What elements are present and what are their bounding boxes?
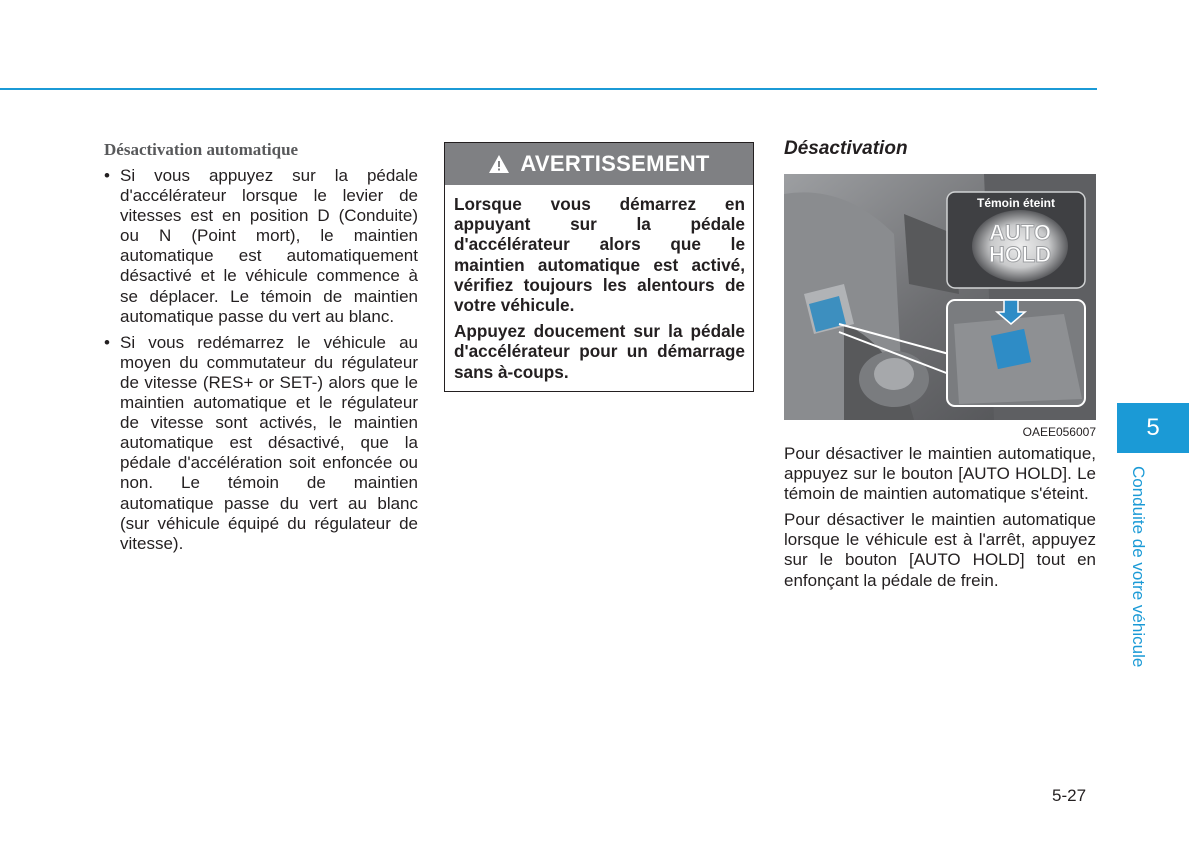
warning-body	[445, 185, 753, 382]
body-paragraph: Pour désactiver le maintien automatique lorsque le véhicule est à l'arrêt, appuyez sur le bouton [AUTO HOLD] tout en enfonçant la pédale de frein.	[784, 510, 1096, 590]
body-paragraph: Pour désactiver le maintien automatique, appuyez sur le bouton [AUTO HOLD]. Le témoin de maintien automatique s'éteint.	[784, 444, 1096, 504]
deactivation-heading: Désactivation	[784, 138, 908, 159]
console-illustration	[784, 174, 1096, 420]
bullet-text: Si vous redémarrez le véhicule au moyen du commutateur du régulateur de vitesse (RES+ or SET-) alors que le maintien automatique et le régulateur de vitesse sont activés, le maintien automatique est désactivé, que la pédale d'accélération soit enfoncée ou non. Le témoin de maintien automatique passe du vert au blanc (sur véhicule équipé du régulateur de vitesse).	[120, 332, 418, 553]
bullet-icon: •	[104, 332, 110, 352]
center-console-image	[784, 174, 1096, 420]
chapter-tab: 5	[1117, 403, 1189, 453]
auto-hold-indicator-text	[970, 222, 1070, 266]
warning-paragraph: Lorsque vous démarrez en appuyant sur la pédale d'accélérateur alors que le maintien automatique est activé, vérifiez toujours les alentours de votre véhicule.	[454, 194, 745, 316]
bullet-text: Si vous appuyez sur la pédale d'accélérateur lorsque le levier de vitesses est en position D (Conduite) ou N (Point mort), le maintien automatique est automatiquement désactivé et le véhicule commence à se déplacer. Le témoin de maintien automatique passe du vert au blanc.	[120, 166, 418, 326]
header-rule	[0, 88, 1097, 90]
indicator-text-line: AUTO	[989, 220, 1051, 245]
warning-triangle-icon	[488, 154, 510, 174]
bullet-icon: •	[104, 166, 110, 185]
list-item	[104, 166, 418, 327]
warning-header	[445, 143, 753, 185]
figure-code: OAEE056007	[1022, 425, 1096, 439]
chapter-title: Conduite de votre véhicule	[1129, 466, 1148, 668]
right-column	[784, 138, 1096, 597]
warning-paragraph: Appuyez doucement sur la pédale d'accélérateur pour un démarrage sans à-coups.	[454, 321, 745, 382]
page-number: 5-27	[1052, 786, 1087, 805]
bullet-list	[104, 166, 418, 554]
list-item	[104, 333, 418, 554]
indicator-label: Témoin éteint	[976, 196, 1055, 210]
warning-title: AVERTISSEMENT	[520, 151, 710, 176]
warning-box	[444, 142, 754, 392]
indicator-text-line: HOLD	[988, 242, 1052, 267]
auto-deactivation-heading: Désactivation automatique	[104, 140, 299, 159]
left-column	[104, 140, 418, 560]
